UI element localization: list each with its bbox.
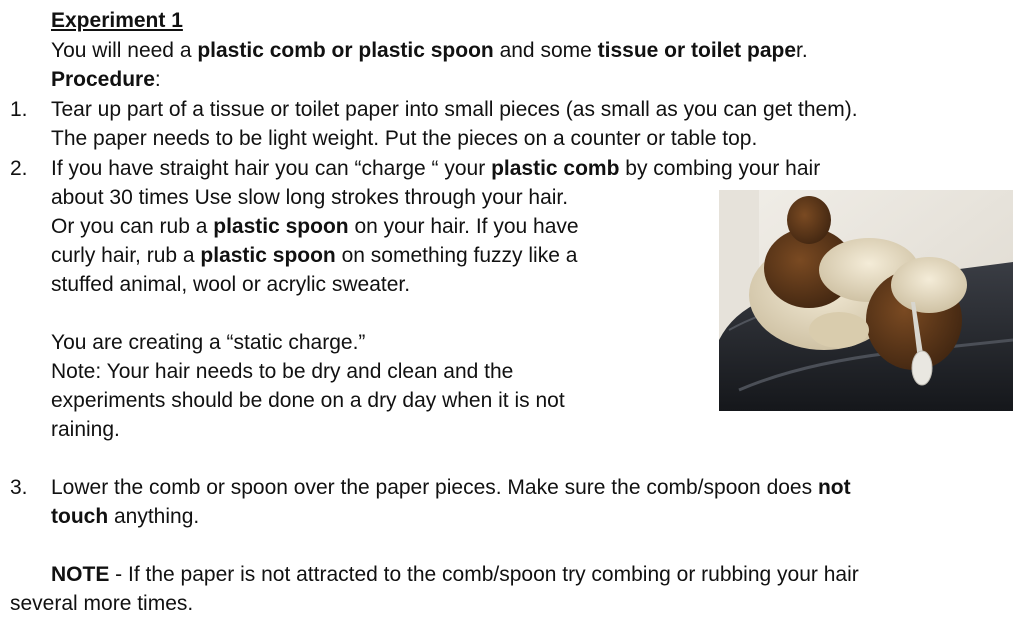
procedure-colon: : xyxy=(154,68,161,91)
step-3-line xyxy=(51,502,199,531)
step-3-number: 3. xyxy=(10,476,28,499)
step-3-text: anything. xyxy=(108,505,200,528)
procedure-label: Procedure xyxy=(51,68,155,91)
materials-tissue: tissue or toilet pape xyxy=(597,39,797,62)
materials-comb-spoon: plastic comb or plastic spoon xyxy=(197,39,494,62)
step-2-line xyxy=(51,212,579,241)
materials-text: You will need a xyxy=(51,39,198,62)
step-2-text: by combing your hair xyxy=(619,157,821,180)
step-2-text: curly hair, rub a xyxy=(51,244,201,267)
note-line xyxy=(51,560,859,589)
materials-text: and some xyxy=(493,39,598,62)
materials-text: r. xyxy=(796,39,808,62)
stuffed-animal-photo xyxy=(719,190,1013,411)
note-label: NOTE xyxy=(51,563,110,586)
step-1-line: Tear up part of a tissue or toilet paper into small pieces (as small as you can get them). xyxy=(51,98,858,121)
step-2-bold: plastic spoon xyxy=(200,244,336,267)
step-1-number: 1. xyxy=(10,98,28,121)
step-2-bold: plastic comb xyxy=(491,157,620,180)
step-2-text: on your hair. If you have xyxy=(348,215,579,238)
step-2-line xyxy=(51,241,577,270)
step-2-text: If you have straight hair you can “charge “ your xyxy=(51,157,492,180)
step-3-line xyxy=(51,473,851,502)
step-2-line: Note: Your hair needs to be dry and clean and the xyxy=(51,360,514,383)
step-1-line: The paper needs to be light weight. Put the pieces on a counter or table top. xyxy=(51,127,758,150)
experiment-title: Experiment 1 xyxy=(51,9,183,32)
step-2-text: on something fuzzy like a xyxy=(335,244,578,267)
step-3-bold: not xyxy=(817,476,851,499)
step-2-line: You are creating a “static charge.” xyxy=(51,331,366,354)
materials-line xyxy=(51,36,808,65)
step-2-line: experiments should be done on a dry day when it is not xyxy=(51,389,565,412)
stuffed-dog-image xyxy=(719,190,1013,411)
note-text: - If the paper is not attracted to the comb/spoon try combing or rubbing your hair xyxy=(109,563,859,586)
step-2-line: stuffed animal, wool or acrylic sweater. xyxy=(51,273,411,296)
note-line: several more times. xyxy=(10,592,194,615)
step-2-line: raining. xyxy=(51,418,120,441)
step-3-bold: touch xyxy=(51,505,109,528)
step-3-text: Lower the comb or spoon over the paper pieces. Make sure the comb/spoon does xyxy=(51,476,818,499)
procedure-heading xyxy=(51,65,161,94)
step-2-text: Or you can rub a xyxy=(51,215,214,238)
step-2-bold: plastic spoon xyxy=(213,215,349,238)
step-2-line: about 30 times Use slow long strokes through your hair. xyxy=(51,186,569,209)
step-2-line xyxy=(51,154,820,183)
step-2-number: 2. xyxy=(10,157,28,180)
